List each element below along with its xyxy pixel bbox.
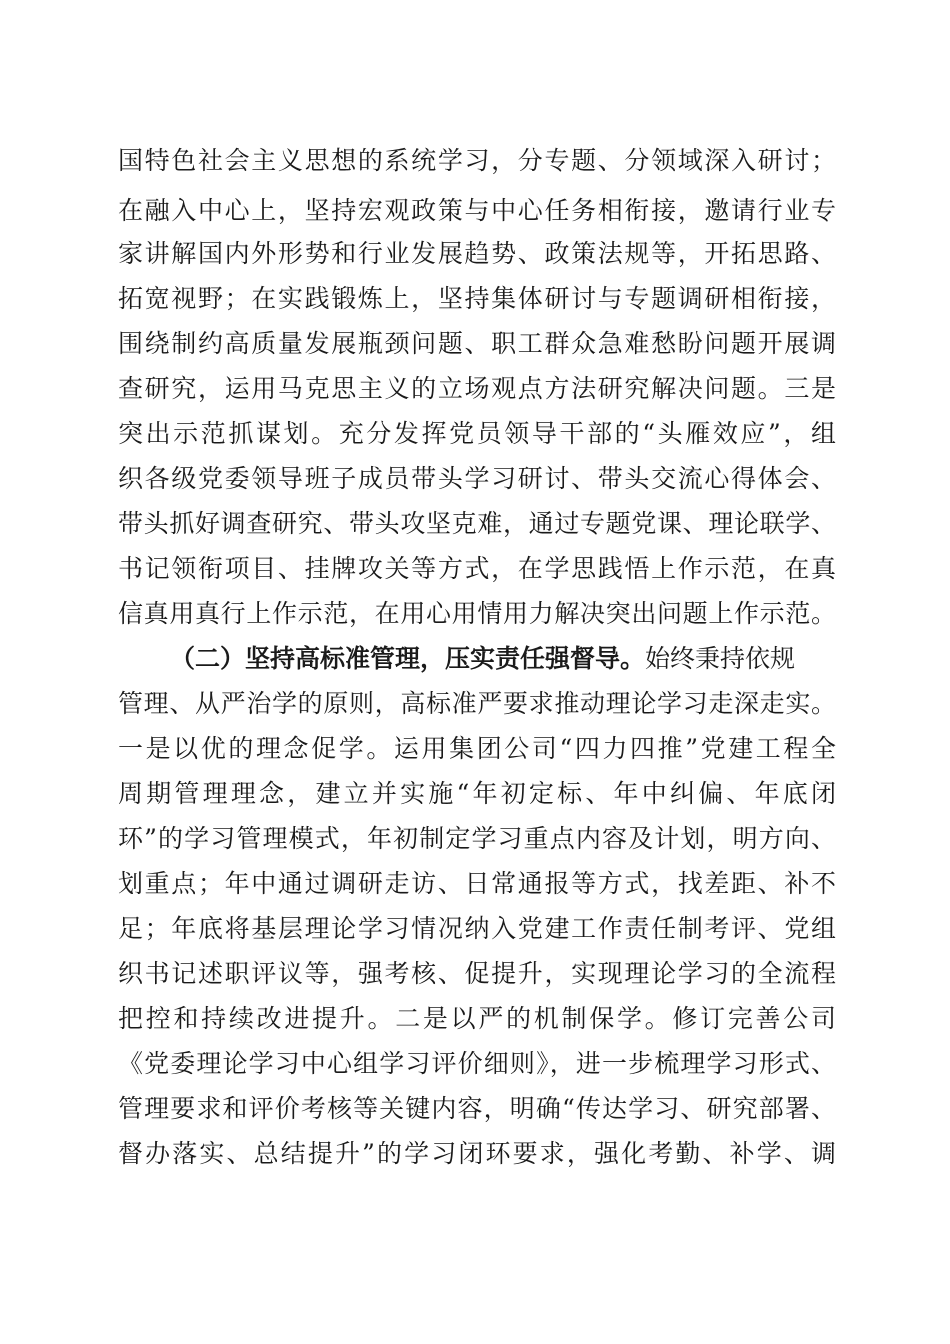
text-line: 把控和持续改进提升。二是以严的机制保学。修订完善公司 [118,1004,836,1033]
text-line: 围绕制约高质量发展瓶颈问题、职工群众急难愁盼问题开展调 [118,329,836,358]
text-line: 督办落实、总结提升”的学习闭环要求，强化考勤、补学、调 [118,1139,836,1168]
text-line: 带头抓好调查研究、带头攻坚克难，通过专题党课、理论联学、 [118,509,836,538]
text-line: 足；年底将基层理论学习情况纳入党建工作责任制考评、党组 [118,914,836,943]
text-span: 始终秉持依规 [645,644,796,673]
text-line: 划重点；年中通过调研走访、日常通报等方式，找差距、补不 [118,869,836,898]
section-heading-line [170,643,836,675]
text-line: 环”的学习管理模式，年初制定学习重点内容及计划，明方向、 [118,824,836,853]
text-line: 织各级党委领导班子成员带头学习研讨、带头交流心得体会、 [118,464,836,493]
section-heading: （二）坚持高标准管理，压实责任强督导。 [170,644,646,673]
text-line: 管理、从严治学的原则，高标准严要求推动理论学习走深走实。 [118,689,836,718]
text-line: 织书记述职评议等，强考核、促提升，实现理论学习的全流程 [118,959,836,988]
text-line: 信真用真行上作示范，在用心用情用力解决突出问题上作示范。 [118,599,836,628]
text-line: 一是以优的理念促学。运用集团公司“四力四推”党建工程全 [118,734,836,763]
text-line: 《党委理论学习中心组学习评价细则》，进一步梳理学习形式、 [118,1049,836,1078]
text-line: 书记领衔项目、挂牌攻关等方式，在学思践悟上作示范，在真 [118,554,836,583]
text-line: 管理要求和评价考核等关键内容，明确“传达学习、研究部署、 [118,1094,836,1123]
text-line: 在融入中心上，坚持宏观政策与中心任务相衔接，邀请行业专 [118,196,836,225]
text-line: 周期管理理念，建立并实施“年初定标、年中纠偏、年底闭 [118,779,836,808]
text-line: 突出示范抓谋划。充分发挥党员领导干部的“头雁效应”，组 [118,419,836,448]
text-line: 查研究，运用马克思主义的立场观点方法研究解决问题。三是 [118,374,836,403]
text-line: 家讲解国内外形势和行业发展趋势、政策法规等，开拓思路、 [118,239,836,268]
text-line: 国特色社会主义思想的系统学习，分专题、分领域深入研讨； [118,146,836,175]
text-line: 拓宽视野；在实践锻炼上，坚持集体研讨与专题调研相衔接， [118,284,836,313]
